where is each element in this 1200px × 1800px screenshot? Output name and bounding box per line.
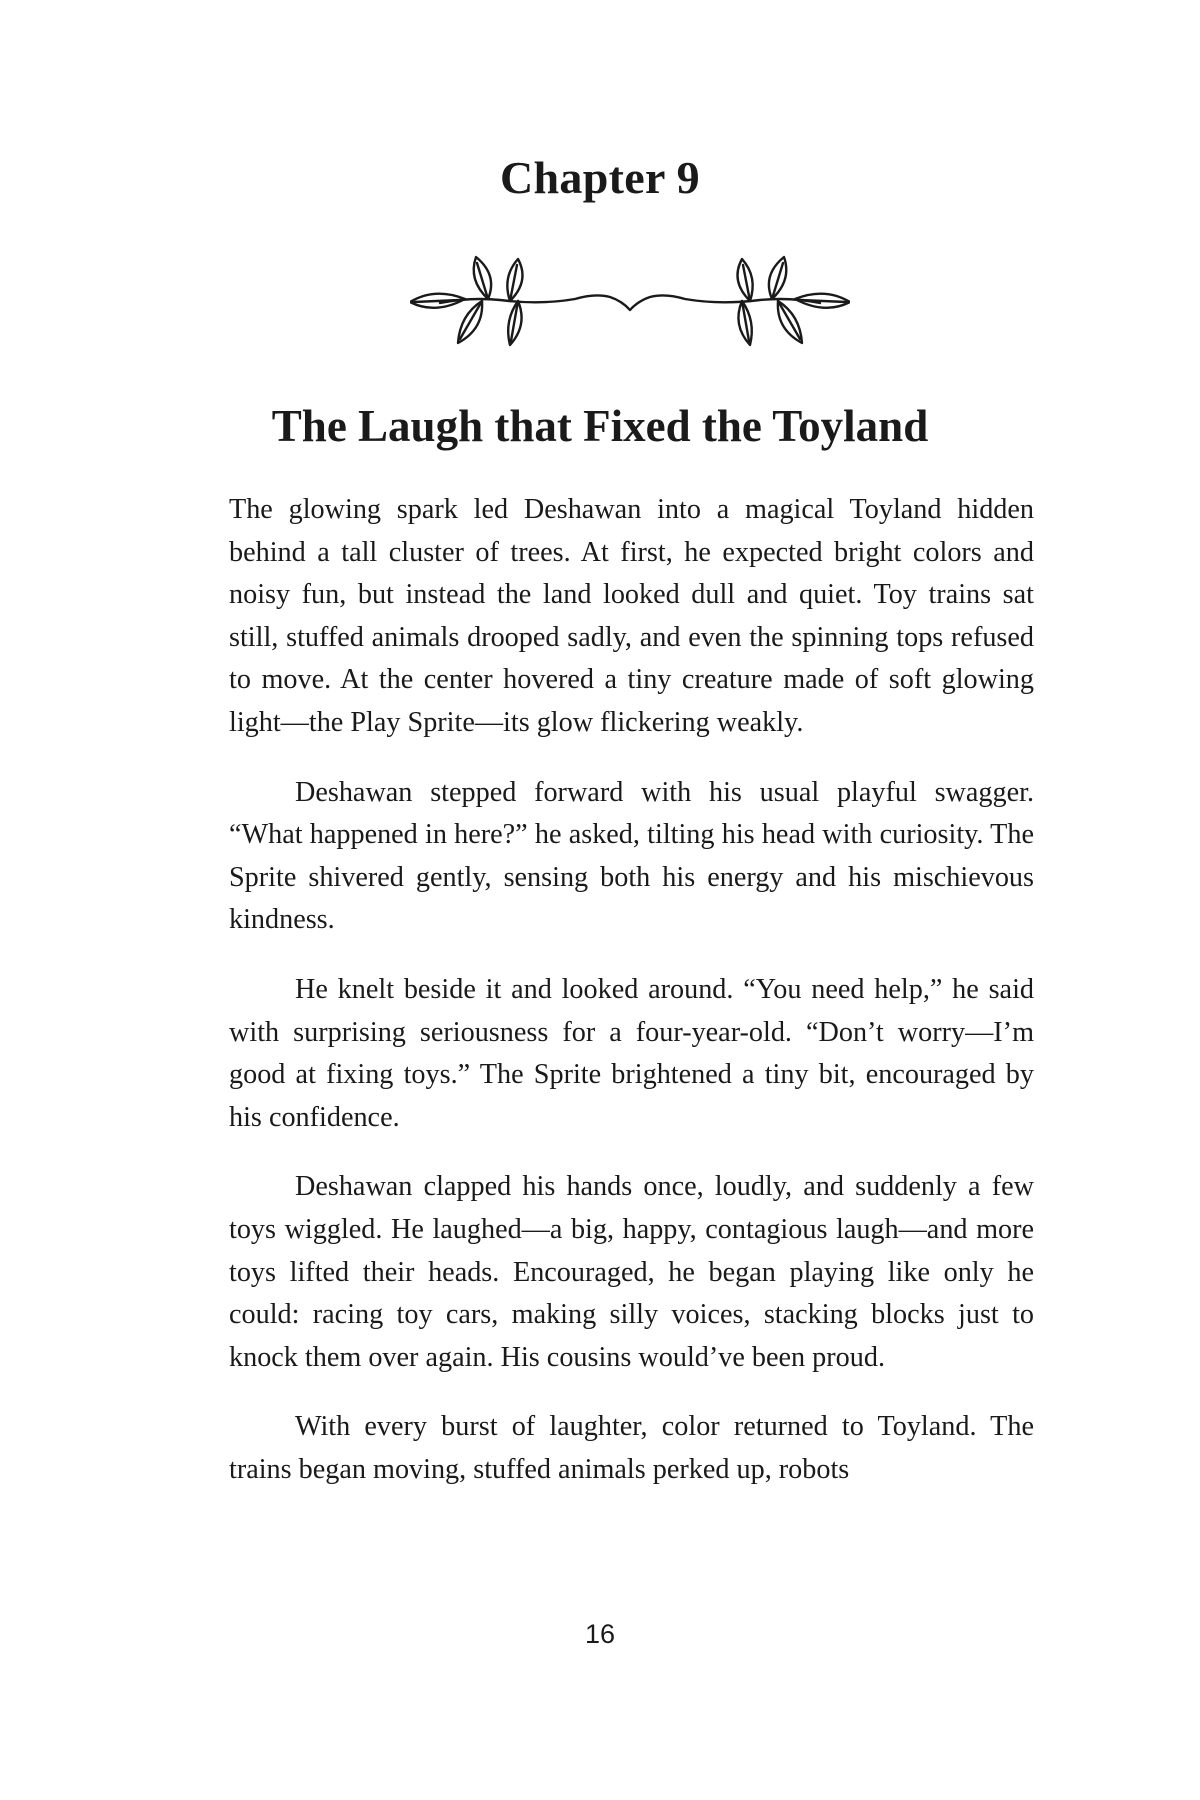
paragraph: The glowing spark led Deshawan into a magical Toyland hidden behind a tall cluster of trees. At first, he expected bright colors and noisy fun, but instead the land looked dull and quiet. Toy trains sat still, stuffed animals drooped sadly, and even the spinning tops refused to move. At the center hovered a tiny creature made of soft glowing light—the Play Sprite—its glow flickering weakly. xyxy=(229,494,1034,738)
leafy-vine-divider-icon xyxy=(410,255,850,365)
chapter-title: The Laugh that Fixed the Toyland xyxy=(271,401,929,451)
paragraph: Deshawan clapped his hands once, loudly, and suddenly a few toys wiggled. He laughed—a big, happy, contagious laugh—and more toys lifted their heads. Encouraged, he began playing like only he could: racing toy cars, making silly voices, stacking blocks just to knock them over again. His cousins would’ve been proud. xyxy=(229,1171,1034,1373)
chapter-number: Chapter 9 xyxy=(500,152,700,203)
paragraph: Deshawan stepped forward with his usual playful swagger. “What happened in here?” he asked, tilting his head with curiosity. The Sprite shivered gently, sensing both his energy and his mischievous kindness. xyxy=(229,776,1034,936)
chapter-body xyxy=(229,489,1034,1491)
page-number: 16 xyxy=(584,1619,616,1649)
paragraph: He knelt beside it and looked around. “You need help,” he said with surprising seriousness for a four-year-old. “Don’t worry—I’m good at fixing toys.” The Sprite brightened a tiny bit, encouraged by his confidence. xyxy=(229,973,1034,1133)
paragraph: With every burst of laughter, color returned to Toyland. The trains began moving, stuffed animals perked up, robots xyxy=(229,1411,1034,1485)
